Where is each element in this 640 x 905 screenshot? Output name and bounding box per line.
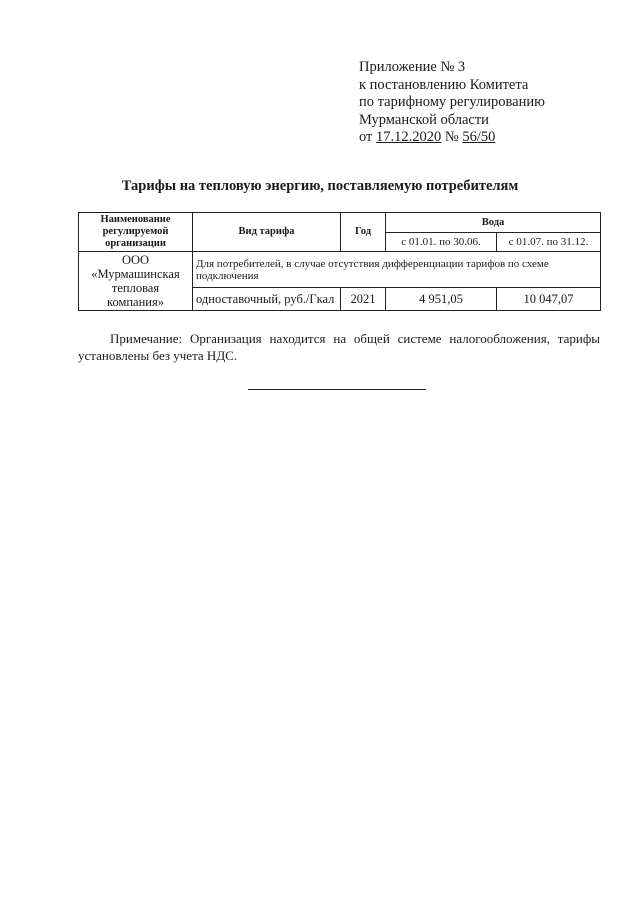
appendix-line-4: Мурманской области bbox=[359, 111, 489, 128]
header-tariff-type: Вид тарифа bbox=[193, 213, 341, 252]
header-period-1: с 01.01. по 30.06. bbox=[386, 233, 497, 252]
footnote: Примечание: Организация находится на общей системе налогообложения, тарифы установлены без учета НДС. bbox=[78, 331, 600, 363]
document-title: Тарифы на тепловую энергию, поставляемую потребителям bbox=[121, 178, 519, 194]
org-name: ООО «Мурмашинская тепловая компания» bbox=[79, 252, 193, 311]
closing-rule bbox=[248, 389, 426, 390]
appendix-line-3: по тарифному регулированию bbox=[359, 94, 545, 110]
tariff-type-value: одноставочный, руб./Гкал bbox=[193, 288, 341, 311]
section-label: Для потребителей, в случае отсутствия дифференциации тарифов по схеме подключения bbox=[193, 252, 601, 288]
period-1-value: 4 951,05 bbox=[386, 288, 497, 311]
header-year: Год bbox=[341, 213, 386, 252]
number-prefix: № bbox=[441, 129, 463, 145]
appendix-number: Приложение № 3 bbox=[359, 59, 466, 75]
appendix-date-line bbox=[359, 129, 545, 147]
resolution-date: 17.12.2020 bbox=[376, 129, 442, 145]
tariff-table bbox=[78, 212, 601, 311]
appendix-line-2: к постановлению Комитета bbox=[359, 76, 529, 93]
period-2-value: 10 047,07 bbox=[497, 288, 601, 311]
table-header-row bbox=[79, 213, 601, 233]
resolution-number: 56/50 bbox=[462, 129, 496, 145]
appendix-header bbox=[359, 59, 545, 147]
header-org: Наименование регулируемой организации bbox=[79, 213, 193, 252]
table-section-row bbox=[79, 252, 601, 288]
year-value: 2021 bbox=[341, 288, 386, 311]
date-prefix: от bbox=[359, 129, 377, 145]
header-period-2: с 01.07. по 31.12. bbox=[497, 233, 601, 252]
header-water: Вода bbox=[386, 213, 601, 233]
